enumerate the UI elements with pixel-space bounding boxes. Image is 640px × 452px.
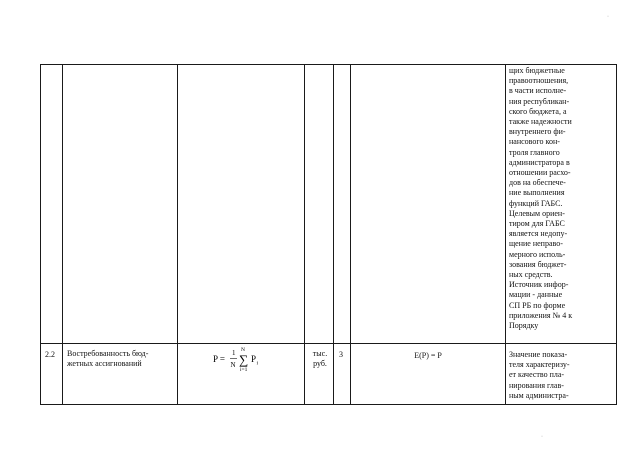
row-separator [40, 343, 616, 344]
indicator-name: Востребованность бюд- жетных ассигнований [67, 349, 149, 369]
table-right-border [616, 64, 617, 405]
column-divider [505, 64, 506, 405]
formula-frac-num: 1 [232, 349, 236, 357]
formula-lhs: P = [213, 354, 225, 364]
formula-frac-den: N [230, 361, 236, 369]
unit-of-measure: тыс. руб. [312, 349, 328, 369]
formula-sum-top: N [241, 347, 245, 353]
column-divider [177, 64, 178, 405]
scan-speck: · [541, 434, 543, 440]
row-notes: Значение показа- теля характеризу- ет качество пла- нирования глав- ным администра- [509, 350, 570, 400]
table-top-border [40, 64, 616, 65]
table-left-border [40, 64, 41, 405]
indicator-code: 3 [339, 350, 343, 359]
top-row-notes: щих бюджетные правоотношения, в части исполне- ния республикан- ского бюджета, а также надежности внутреннего фи- нансового кон- троля главного администратора в отношении расхо- дов на обеспече- ние выполнения функций ГАБС. Целевым ориен- тиром для ГАБС является недопу- щение неправо- мерного исполь- зования бюджет- ных средств. Источник инфор- мации - данные СП РБ по форме приложения № 4 к Порядку [509, 66, 573, 331]
column-divider [62, 64, 63, 405]
table-bottom-border [40, 404, 616, 405]
indicator-formula [213, 342, 283, 376]
formula-term-sub: i [256, 360, 259, 367]
row-number: 2.2 [45, 350, 55, 359]
sum-symbol: ∑ [239, 352, 249, 367]
column-divider [350, 64, 351, 405]
scan-speck: · [607, 14, 609, 20]
evaluation-formula: E(P) = P [414, 351, 442, 360]
column-divider [333, 64, 334, 405]
formula-term: P [251, 354, 257, 364]
formula-sum-bottom: i=1 [240, 367, 248, 373]
column-divider [304, 64, 305, 405]
